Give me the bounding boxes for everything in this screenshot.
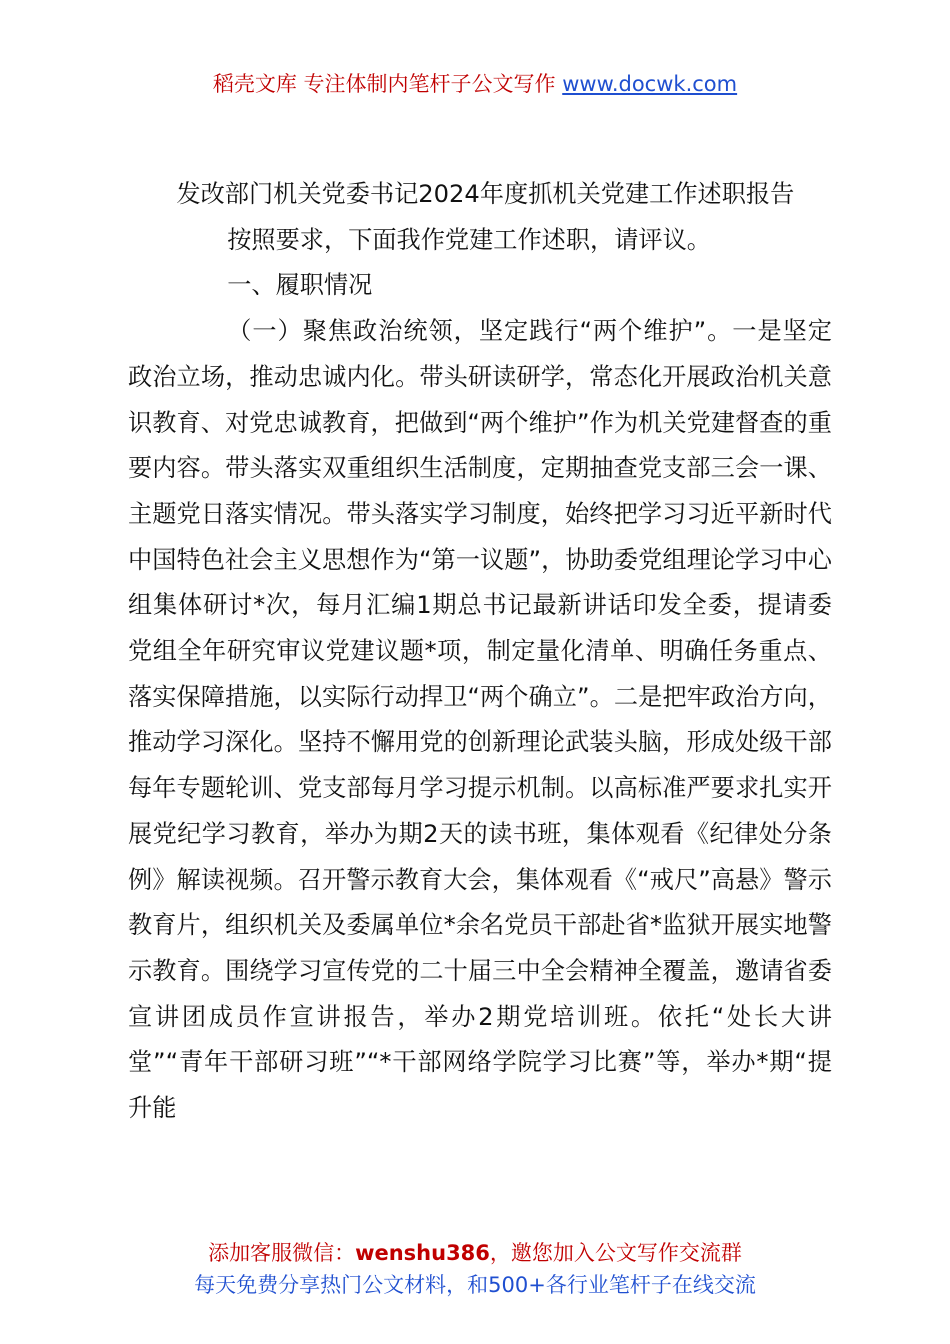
page-footer bbox=[0, 1237, 950, 1301]
body-paragraph: （一）聚焦政治统领，坚定践行“两个维护”。一是坚定政治立场，推动忠诚内化。带头研读研学，常态化开展政治机关意识教育、对党忠诚教育，把做到“两个维护”作为机关党建督查的重要内容。带头落实双重组织生活制度，定期抽查党支部三会一课、主题党日落实情况。带头落实学习制度，始终把学习习近平新时代中国特色社会主义思想作为“第一议题”，协助委党组理论学习中心组集体研讨*次，每月汇编1期总书记最新讲话印发全委，提请委党组全年研究审议党建议题*项，制定量化清单、明确任务重点、落实保障措施，以实际行动捍卫“两个确立”。二是把牢政治方向，推动学习深化。坚持不懈用党的创新理论武装头脑，形成处级干部每年专题轮训、党支部每月学习提示机制。以高标准严要求扎实开展党纪学习教育，举办为期2天的读书班，集体观看《纪律处分条例》解读视频。召开警示教育大会，集体观看《“戒尺”高悬》警示教育片，组织机关及委属单位*余名党员干部赴省*监狱开展实地警示教育。围绕学习宣传党的二十届三中全会精神全覆盖，邀请省委宣讲团成员作宣讲报告，举办2期党培训班。依托“处长大讲堂”“青年干部研习班”“*干部网络学院学习比赛”等，举办*期“提升能 bbox=[128, 317, 832, 1123]
document-body bbox=[128, 172, 832, 1132]
footer-prefix: 添加客服微信： bbox=[208, 1241, 356, 1265]
footer-suffix: ，邀您加入公文写作交流群 bbox=[489, 1241, 742, 1265]
wechat-id: wenshu386 bbox=[355, 1241, 490, 1265]
document-title: 发改部门机关党委书记2024年度抓机关党建工作述职报告 bbox=[176, 180, 795, 208]
website-link[interactable]: www.docwk.com bbox=[562, 72, 738, 96]
page-header bbox=[0, 68, 950, 100]
footer-contact-line bbox=[0, 1237, 950, 1269]
section-heading: 一、履职情况 bbox=[227, 271, 373, 300]
intro-paragraph: 按照要求，下面我作党建工作述职，请评议。 bbox=[227, 225, 711, 254]
footer-promo-line: 每天免费分享热门公文材料，和500+各行业笔杆子在线交流 bbox=[194, 1273, 756, 1297]
brand-text: 稻壳文库 专注体制内笔杆子公文写作 bbox=[212, 72, 563, 96]
